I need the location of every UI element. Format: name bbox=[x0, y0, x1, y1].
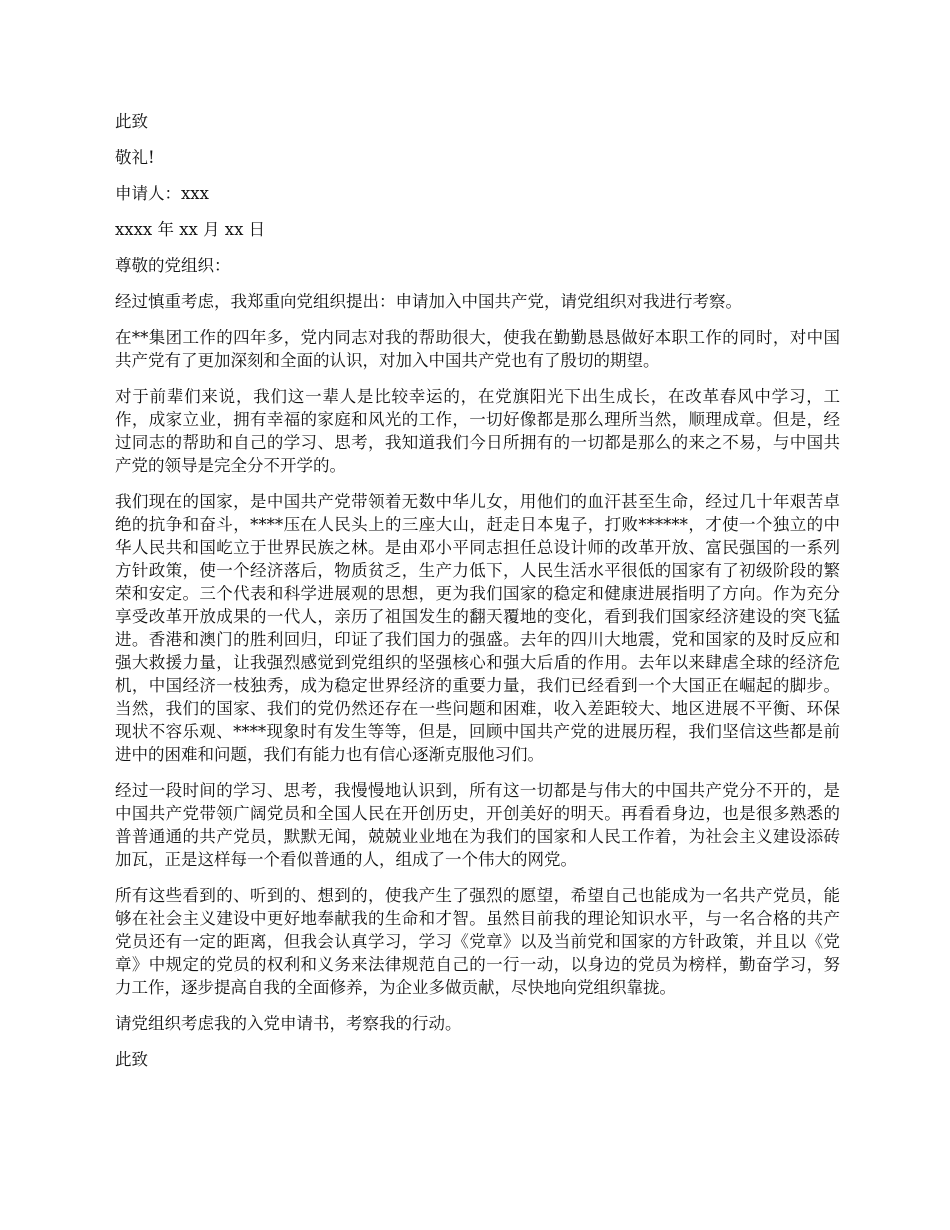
date-line: xxxx 年 xx 月 xx 日 bbox=[115, 220, 266, 239]
document-body bbox=[115, 110, 840, 1084]
paragraph-work: 在**集团工作的四年多，党内同志对我的帮助很大，使我在勤勤恳恳做好本职工作的同时，对中国共产党有了更加深刻和全面的认识，对加入中国共产党也有了殷切的期望。 bbox=[115, 328, 840, 370]
paragraph-understanding: 经过一段时间的学习、思考，我慢慢地认识到，所有这一切都是与伟大的中国共产党分不开的，是中国共产党带领广阔党员和全国人民在开创历史，开创美好的明天。再看看身边，也是很多熟悉的普普通通的共产党员，默默无闻，兢兢业业地在为我们的国家和人民工作着，为社会主义建设添砖加瓦，正是这样每一个看似普通的人，组成了一个伟大的网党。 bbox=[115, 781, 840, 869]
closing-regards: 敬礼! bbox=[115, 148, 155, 167]
paragraph-country: 我们现在的国家，是中国共产党带领着无数中华儿女，用他们的血汗甚至生命，经过几十年艰苦卓绝的抗争和奋斗，****压在人民头上的三座大山，赶走日本鬼子，打败******，才使一个独立的中华人民共和国屹立于世界民族之林。是由邓小平同志担任总设计师的改革开放、富民强国的一系列方针政策，使一个经济落后，物质贫乏，生产力低下，人民生活水平很低的国家有了初级阶段的繁荣和安定。三个代表和科学进展观的思想，更为我们国家的稳定和健康进展指明了方向。作为充分享受改革开放成果的一代人，亲历了祖国发生的翻天覆地的变化，看到我们国家经济建设的突飞猛进。香港和澳门的胜利回归，印证了我们国力的强盛。去年的四川大地震，党和国家的及时反应和强大救援力量，让我强烈感觉到党组织的坚强核心和强大后盾的作用。去年以来肆虐全球的经济危机，中国经济一枝独秀，成为稳定世界经济的重要力量，我们已经看到一个大国正在崛起的脚步。当然，我们的国家、我们的党仍然还存在一些问题和困难，收入差距较大、地区进展不平衡、环保现状不容乐观、****现象时有发生等等，但是，回顾中国共产党的进展历程，我们坚信这些都是前进中的困难和问题，我们有能力也有信心逐渐克服他习们。 bbox=[115, 492, 840, 764]
paragraph-intro: 经过慎重考虑，我郑重向党组织提出：申请加入中国共产党，请党组织对我进行考察。 bbox=[115, 292, 742, 311]
closing-salutation-end: 此致 bbox=[115, 1050, 148, 1069]
paragraph-request: 请党组织考虑我的入党申请书，考察我的行动。 bbox=[115, 1014, 462, 1033]
greeting: 尊敬的党组织： bbox=[115, 256, 231, 275]
paragraph-generation: 对于前辈们来说，我们这一辈人是比较幸运的，在党旗阳光下出生成长，在改革春风中学习，工作，成家立业，拥有幸福的家庭和风光的工作，一切好像都是那么理所当然，顺理成章。但是，经过同志的帮助和自己的学习、思考，我知道我们今日所拥有的一切都是那么的来之不易，与中国共产党的领导是完全分不开学的。 bbox=[115, 387, 840, 475]
applicant-line: 申请人：xxx bbox=[115, 184, 209, 203]
paragraph-aspiration: 所有这些看到的、听到的、想到的，使我产生了强烈的愿望，希望自己也能成为一名共产党员，能够在社会主义建设中更好地奉献我的生命和才智。虽然目前我的理论知识水平，与一名合格的共产党员还有一定的距离，但我会认真学习，学习《党章》以及当前党和国家的方针政策，并且以《党章》中规定的党员的权利和义务来法律规范自己的一行一动，以身边的党员为榜样，勤奋学习，努力工作，逐步提高自我的全面修养，为企业多做贡献，尽快地向党组织靠拢。 bbox=[115, 886, 840, 997]
closing-salutation: 此致 bbox=[115, 112, 148, 131]
